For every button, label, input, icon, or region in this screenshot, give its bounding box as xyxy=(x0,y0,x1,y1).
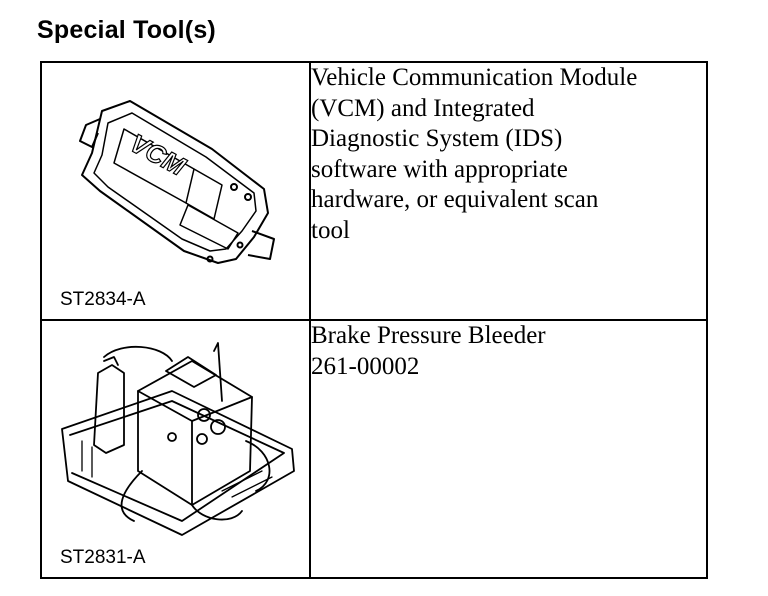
tool-illustration-cell xyxy=(41,320,310,578)
description-line: tool xyxy=(311,216,350,244)
description-line: (VCM) and Integrated xyxy=(311,94,535,122)
description-line: 261-00002 xyxy=(311,352,420,380)
description-line: Vehicle Communication Module xyxy=(311,64,638,91)
description-line: Brake Pressure Bleeder xyxy=(311,322,546,349)
vcm-device-illustration xyxy=(42,63,309,319)
description-line: hardware, or equivalent scan xyxy=(311,186,599,213)
brake-bleeder-illustration xyxy=(42,321,309,577)
special-tools-table xyxy=(40,61,708,579)
tool-description xyxy=(310,320,707,578)
vcm-label: VCM xyxy=(125,127,191,182)
tool-illustration-cell xyxy=(41,62,310,320)
description-line: software with appropriate xyxy=(311,155,568,183)
tool-description xyxy=(310,62,707,320)
tool-row-vcm xyxy=(41,62,707,320)
tool-code: ST2834-A xyxy=(60,289,146,310)
description-line: Diagnostic System (IDS) xyxy=(311,125,563,152)
section-heading: Special Tool(s) xyxy=(37,16,216,44)
tool-code: ST2831-A xyxy=(60,547,146,568)
tool-row-brake-bleeder xyxy=(41,320,707,578)
